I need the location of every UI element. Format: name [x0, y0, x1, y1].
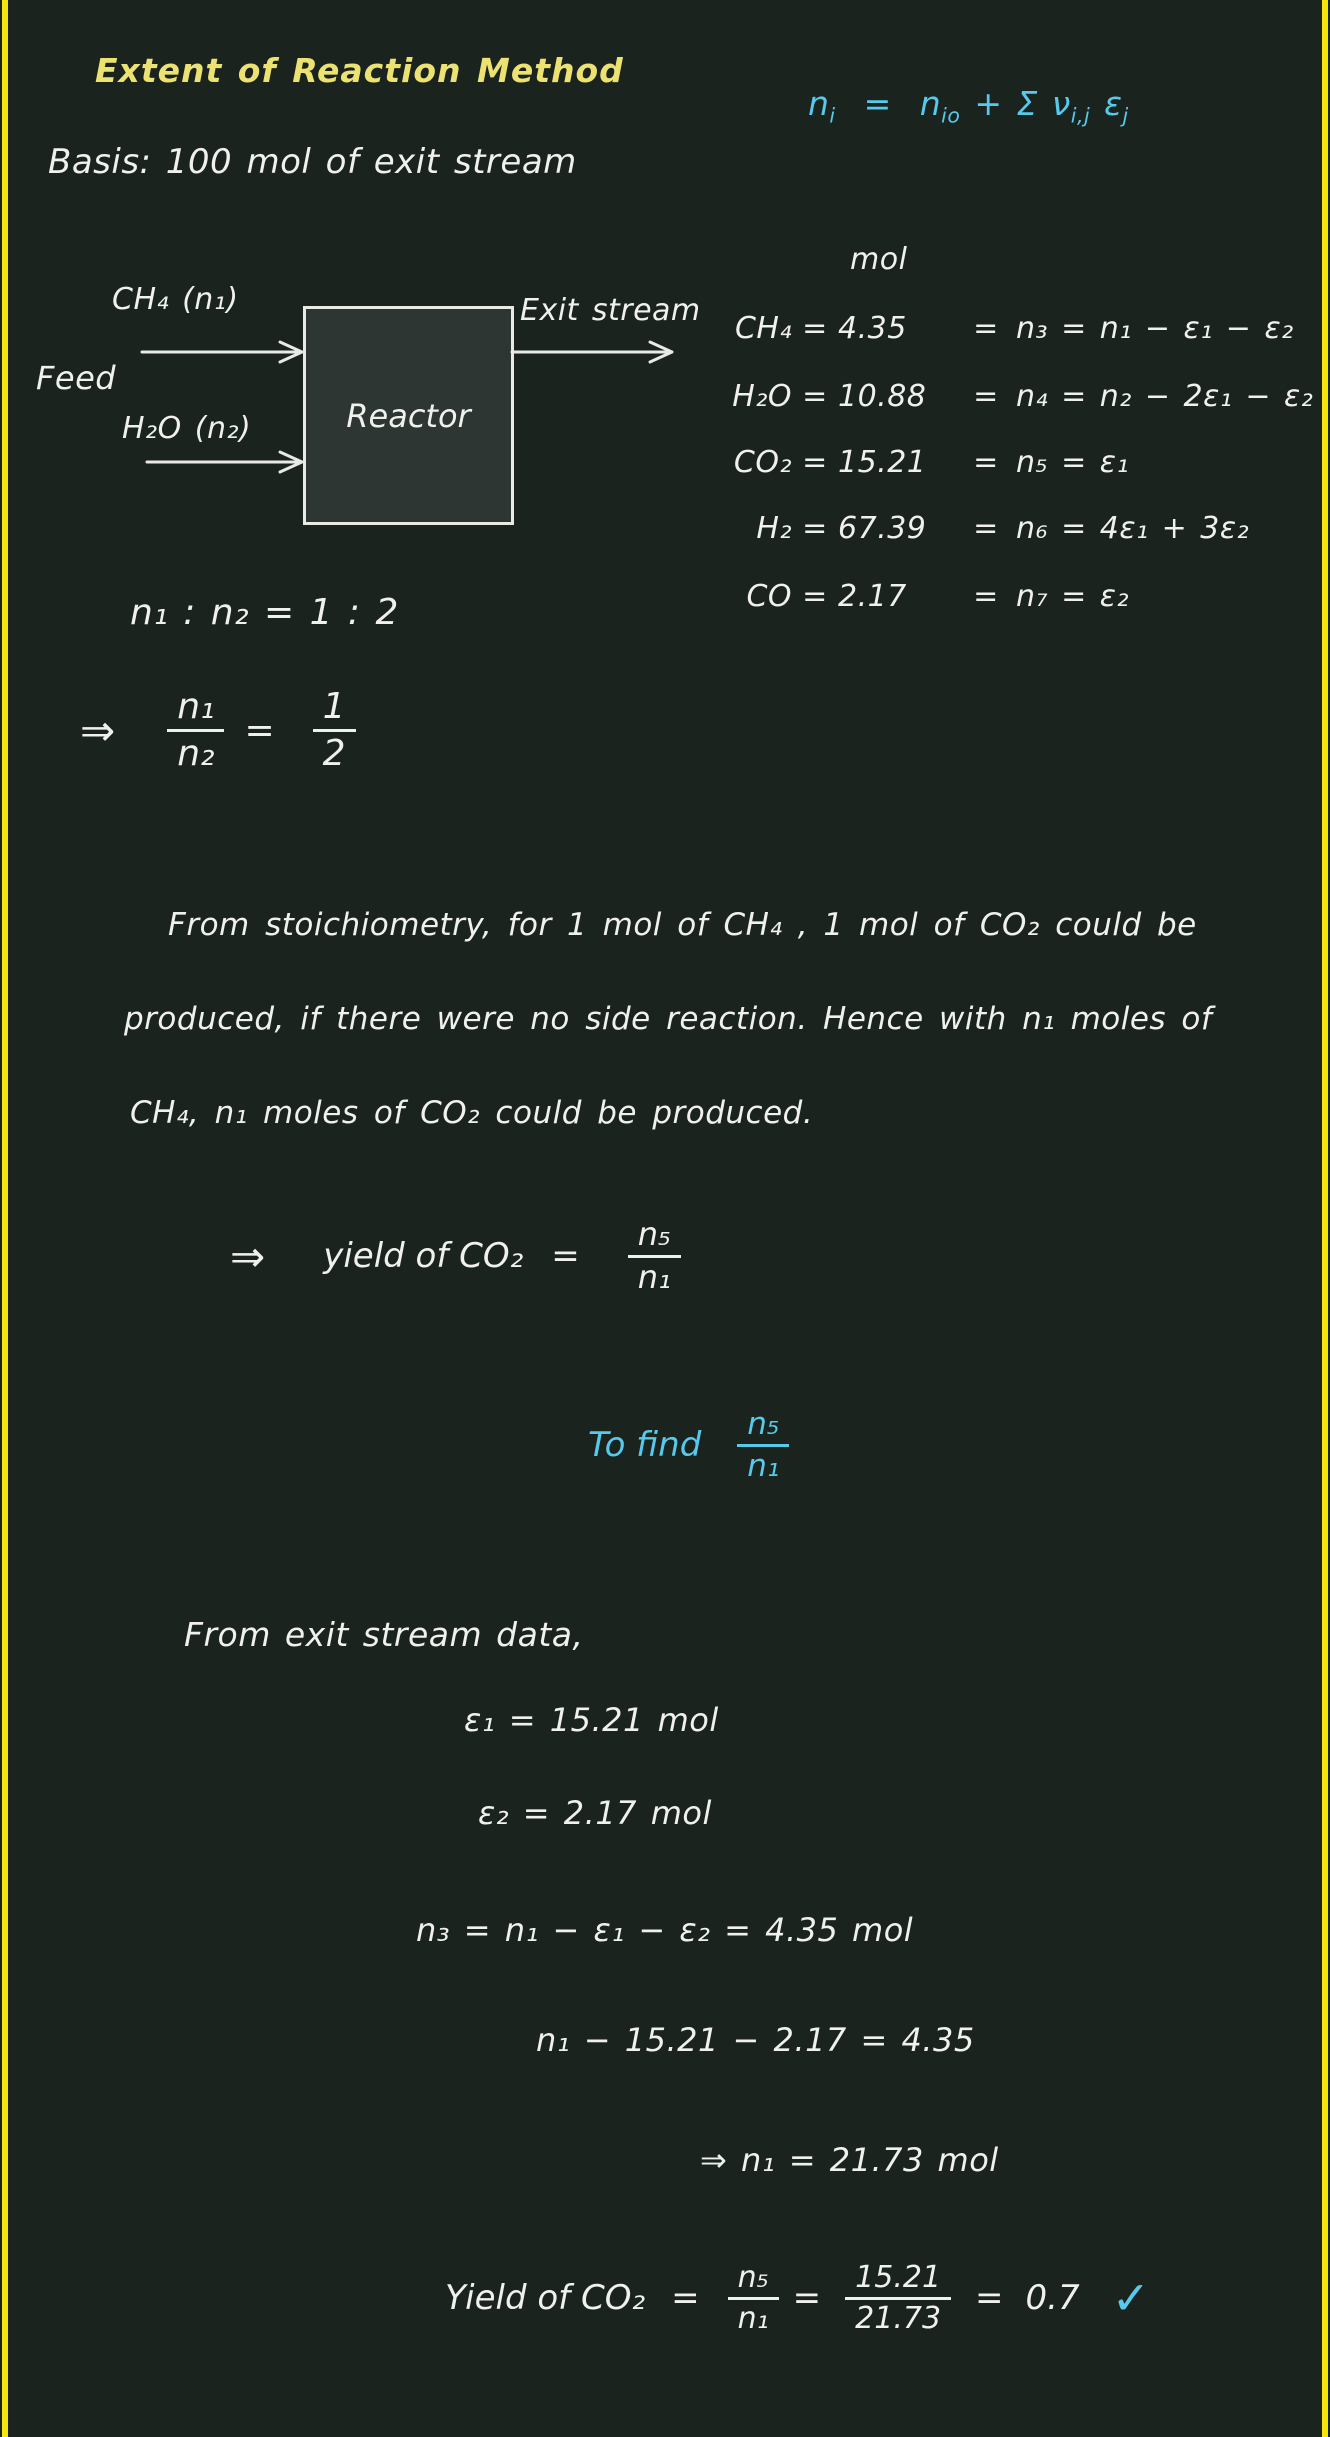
n1-result: ⇒ n₁ = 21.73 mol: [700, 2141, 999, 2179]
species-label: CO: [746, 579, 792, 614]
mol-value: 2.17: [838, 579, 907, 614]
balance-expression: n₆ = 4ε₁ + 3ε₂: [1016, 511, 1250, 546]
exit-stream-label: Exit stream: [520, 293, 701, 328]
fraction-numerator: n₅: [628, 1218, 681, 1258]
epsilon2-value: ε₂ = 2.17 mol: [478, 1794, 712, 1832]
final-symbol-fraction: [728, 2262, 779, 2334]
reactor-box: [303, 306, 514, 525]
fraction-denominator: 2: [322, 732, 346, 774]
feed-label: Feed: [36, 359, 117, 397]
final-numeric-fraction: [845, 2262, 951, 2334]
right-edge-stripe: [1322, 0, 1328, 2437]
equals-sign: =: [973, 311, 999, 346]
equals-sign: =: [973, 379, 999, 414]
fraction-numerator: n₁: [167, 688, 224, 732]
final-result-value: 0.7: [1025, 2278, 1080, 2318]
yield-definition: [230, 1215, 681, 1296]
equals-sign: =: [802, 579, 828, 614]
equals-sign: =: [975, 2278, 1004, 2318]
mol-unit-header: mol: [850, 242, 908, 277]
fraction-denominator: n₁: [637, 1257, 671, 1296]
eq-sub-ij: i,j: [1070, 103, 1091, 128]
fraction-denominator: n₁: [737, 2300, 769, 2336]
fraction-denominator: n₁: [747, 1447, 780, 1484]
balance-expression: n₃ = n₁ − ε₁ − ε₂: [1016, 311, 1294, 346]
fraction-numerator: 15.21: [845, 2262, 951, 2300]
eq-equals: =: [863, 84, 892, 123]
eq-epsilon: ε: [1104, 84, 1123, 123]
eq-sub-i: i: [829, 103, 836, 128]
fraction-denominator: n₂: [177, 732, 215, 774]
mol-value: 67.39: [838, 511, 927, 546]
to-find-note: [588, 1408, 789, 1482]
eq-n0: n: [919, 84, 942, 123]
mol-table-row: [700, 380, 1313, 415]
final-yield-equation: [445, 2262, 1150, 2334]
mol-value: 15.21: [838, 445, 927, 480]
implies-arrow: ⇒: [230, 1231, 266, 1281]
epsilon1-value: ε₁ = 15.21 mol: [464, 1701, 719, 1739]
n1-substitution: n₁ − 15.21 − 2.17 = 4.35: [536, 2021, 975, 2059]
eq-sum-nu: + Σ ν: [974, 84, 1071, 123]
equals-sign: =: [802, 445, 828, 480]
stoichiometry-note-line2: produced, if there were no side reaction. Hence with n₁ moles of: [124, 1001, 1213, 1037]
species-label: H₂O: [732, 379, 792, 414]
mol-table-row: [700, 580, 1129, 615]
balance-expression: n₅ = ε₁: [1016, 445, 1129, 480]
balance-expression: n₇ = ε₂: [1016, 579, 1129, 614]
fraction-numerator: n₅: [728, 2262, 779, 2300]
equals-sign: =: [973, 445, 999, 480]
h2o-feed-arrow-icon: [145, 448, 308, 476]
fraction-denominator: 21.73: [855, 2300, 942, 2336]
fraction-numerator: n₅: [737, 1408, 789, 1447]
eq-sub-io: io: [941, 103, 961, 128]
ratio-fraction-rhs: [313, 688, 356, 773]
ratio-fraction-line: [80, 688, 356, 773]
equals-sign: =: [802, 511, 828, 546]
mol-table-row: [700, 446, 1129, 481]
species-label: CO₂: [733, 445, 792, 480]
equals-sign: =: [244, 709, 275, 751]
fraction-numerator: 1: [313, 688, 356, 732]
mol-table-row: [700, 512, 1249, 547]
feed-ratio-statement: n₁ : n₂ = 1 : 2: [130, 592, 399, 633]
eq-n: n: [808, 84, 830, 123]
general-extent-equation: [808, 85, 1129, 128]
n3-equation: n₃ = n₁ − ε₁ − ε₂ = 4.35 mol: [416, 1911, 914, 1949]
eq-sub-j: j: [1122, 103, 1129, 128]
reactor-label: Reactor: [346, 396, 471, 435]
mol-table-row: [700, 312, 1294, 347]
equals-sign: =: [973, 579, 999, 614]
ratio-fraction-lhs: [167, 688, 224, 773]
to-find-label: To find: [588, 1425, 702, 1466]
exit-stream-arrow-icon: [510, 338, 678, 366]
equals-sign: =: [671, 2278, 700, 2318]
species-label: CH₄: [734, 311, 792, 346]
stream-h2o-label: H₂O (n₂): [122, 411, 252, 446]
exit-data-heading: From exit stream data,: [184, 1615, 584, 1654]
stoichiometry-note-line1: From stoichiometry, for 1 mol of CH₄ , 1 mol of CO₂ could be: [168, 907, 1197, 943]
equals-sign: =: [973, 511, 999, 546]
answer-check-icon: ✓: [1111, 2271, 1151, 2325]
equals-sign: =: [802, 379, 828, 414]
stoichiometry-note-line3: CH₄, n₁ moles of CO₂ could be produced.: [130, 1095, 814, 1131]
equals-sign: =: [802, 311, 828, 346]
equals-sign: =: [792, 2278, 822, 2318]
balance-expression: n₄ = n₂ − 2ε₁ − ε₂: [1016, 379, 1314, 414]
to-find-fraction: [737, 1408, 789, 1482]
stream-ch4-label: CH₄ (n₁): [112, 282, 239, 317]
mol-value: 4.35: [838, 311, 907, 346]
basis-note: Basis: 100 mol of exit stream: [48, 142, 577, 182]
final-yield-label: Yield of CO₂: [445, 2278, 646, 2318]
species-label: H₂: [756, 511, 792, 546]
ch4-feed-arrow-icon: [140, 338, 308, 366]
equals-sign: =: [551, 1236, 580, 1277]
yield-fraction: [628, 1215, 681, 1296]
page-title: Extent of Reaction Method: [95, 51, 624, 90]
left-edge-stripe: [2, 0, 8, 2437]
implies-arrow: ⇒: [80, 705, 116, 755]
yield-label: yield of CO₂: [323, 1236, 524, 1277]
mol-value: 10.88: [838, 379, 927, 414]
